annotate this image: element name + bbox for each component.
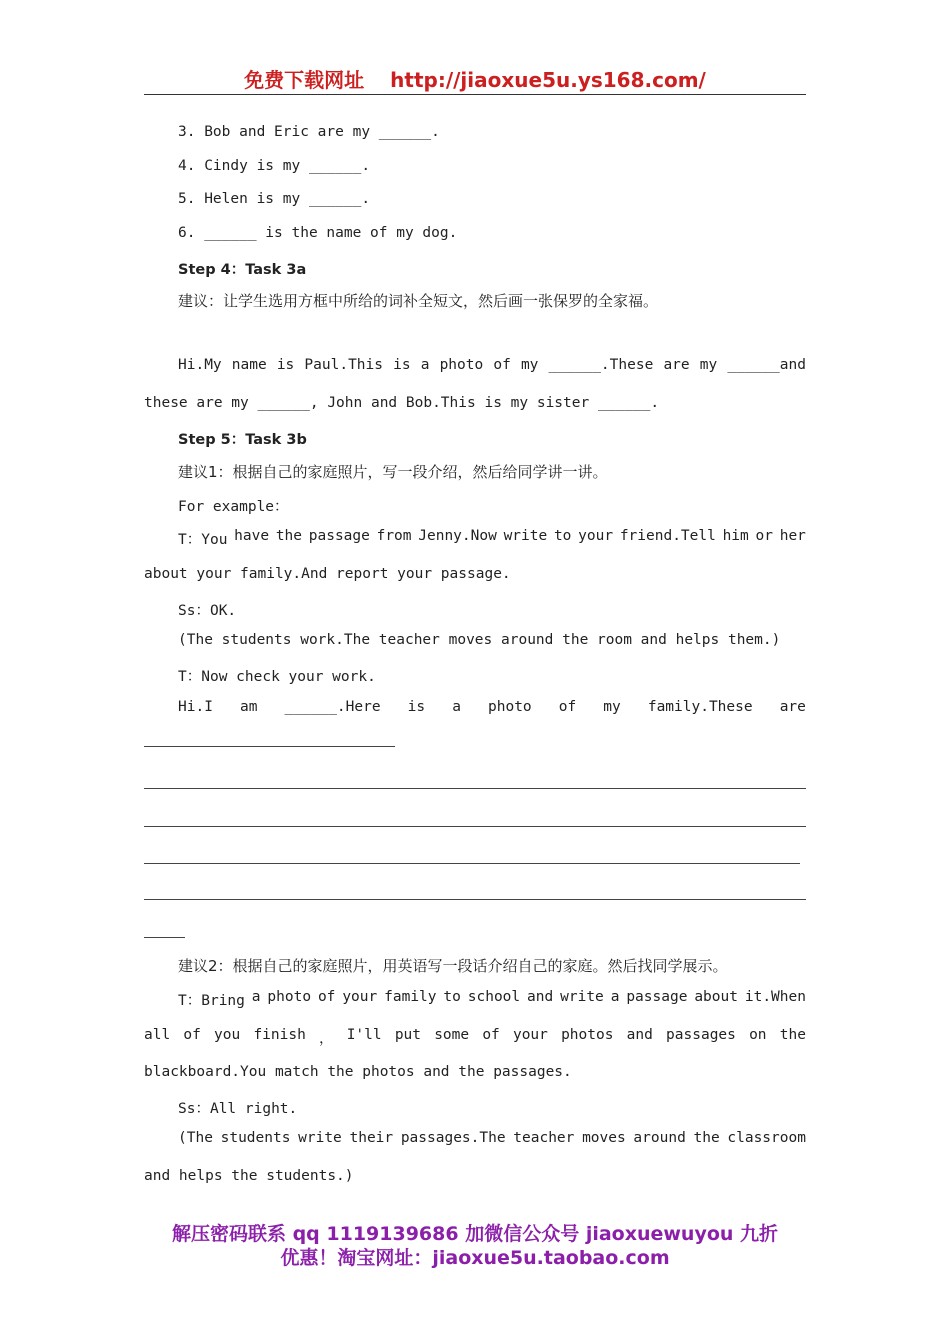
- word: write: [560, 989, 604, 1005]
- step4-title: Step 4：Task 3a: [178, 262, 307, 278]
- word: photo: [439, 357, 484, 373]
- word: of: [558, 699, 577, 715]
- word: ______.These: [548, 357, 654, 373]
- word: is: [407, 699, 426, 715]
- writing-line-5: [144, 899, 806, 900]
- step4-passage-line2: these are my ______, John and Bob.This is my sister ______.: [144, 395, 660, 411]
- word: him: [722, 528, 749, 544]
- word: you: [214, 1027, 241, 1043]
- word: a: [452, 699, 461, 715]
- word: of: [317, 989, 336, 1005]
- word: on: [749, 1027, 767, 1043]
- word: write: [298, 1130, 342, 1146]
- word: the: [693, 1130, 720, 1146]
- word: it.When: [744, 989, 806, 1005]
- teacher2-line1: [178, 989, 806, 1010]
- writing-line-4: [144, 863, 800, 864]
- word: the: [275, 528, 303, 544]
- teacher2-line3: blackboard.You match the photos and the passages.: [144, 1064, 572, 1080]
- word: to: [553, 528, 572, 544]
- word: and: [527, 989, 554, 1005]
- word: put: [394, 1027, 422, 1043]
- step4-passage-line1: [178, 357, 806, 373]
- exercise-line-3: 3. Bob and Eric are my ______.: [178, 124, 440, 140]
- step4-suggestion: 建议：让学生选用方框中所给的词补全短文，然后画一张保罗的全家福。: [178, 292, 659, 310]
- exercise-line-4: 4. Cindy is my ______.: [178, 158, 371, 174]
- word: family: [384, 989, 437, 1005]
- word: my: [520, 357, 539, 373]
- word: finish: [253, 1027, 306, 1043]
- word: of: [183, 1027, 201, 1043]
- header-url[interactable]: http://jiaoxue5u.ys168.com/: [390, 68, 706, 92]
- word: to: [443, 989, 461, 1005]
- for-example: For example：: [178, 499, 289, 515]
- footer-line2: 优惠！淘宝网址：jiaoxue5u.taobao.com: [280, 1247, 670, 1269]
- word: around: [633, 1130, 686, 1146]
- students-work: (The students work.The teacher moves around the room and helps them.): [178, 632, 781, 648]
- writing-line-2: [144, 788, 806, 789]
- word: T：Bring: [178, 993, 245, 1009]
- step5-suggestion1: 建议1：根据自己的家庭照片，写一段介绍，然后给同学讲一讲。: [178, 463, 608, 481]
- word: have: [234, 528, 270, 544]
- writing-line-1: [144, 746, 395, 747]
- teacher2-line2: [144, 1027, 806, 1048]
- word: family.These: [647, 699, 753, 715]
- word: my: [603, 699, 621, 715]
- word: photo: [488, 699, 532, 715]
- students-write-line1: [178, 1130, 806, 1146]
- word: Paul.This: [304, 357, 383, 373]
- word: (The: [178, 1130, 213, 1146]
- check-work: T：Now check your work.: [178, 669, 376, 685]
- word: passages.The: [400, 1130, 506, 1146]
- exercise-line-6: 6. ______ is the name of my dog.: [178, 225, 458, 241]
- ss-all-right: Ss：All right.: [178, 1101, 298, 1117]
- writing-line-6: [144, 937, 185, 938]
- word: the: [779, 1027, 806, 1043]
- word: Jenny.Now: [418, 528, 497, 544]
- word: her: [779, 528, 806, 544]
- word: are: [663, 357, 690, 373]
- word: moves: [582, 1130, 626, 1146]
- word: Hi.My: [178, 357, 222, 373]
- footer-line1: 解压密码联系 qq 1119139686 加微信公众号 jiaoxuewuyou 九折: [171, 1223, 779, 1245]
- word: your: [342, 989, 378, 1005]
- word: passage: [626, 989, 688, 1005]
- word: ______.Here: [284, 699, 381, 715]
- word: passages: [666, 1027, 736, 1043]
- hi-line: [178, 699, 806, 715]
- word: students: [220, 1130, 291, 1146]
- word: am: [240, 699, 258, 715]
- word: passage: [308, 528, 370, 544]
- ss-ok: Ss：OK.: [178, 603, 237, 619]
- word: school: [467, 989, 521, 1005]
- word: a: [420, 357, 430, 373]
- word: teacher: [513, 1130, 575, 1146]
- word: a: [251, 989, 261, 1005]
- header-title: 免费下载网址: [244, 68, 365, 92]
- word: classroom: [727, 1130, 806, 1146]
- students-write-line2: and helps the students.): [144, 1168, 354, 1184]
- word: all: [144, 1027, 171, 1043]
- exercise-line-5: 5. Helen is my ______.: [178, 191, 371, 207]
- word: of: [482, 1027, 500, 1043]
- word: is: [276, 357, 295, 373]
- word: your: [578, 528, 614, 544]
- word: your: [512, 1027, 548, 1043]
- step5-suggestion2: 建议2：根据自己的家庭照片，用英语写一段话介绍自己的家庭。然后找同学展示。: [178, 957, 728, 975]
- word: and: [626, 1027, 653, 1043]
- word: or: [755, 528, 773, 544]
- word: their: [349, 1130, 394, 1146]
- word: T：You: [178, 532, 228, 548]
- word: a: [610, 989, 620, 1005]
- teacher-line1: [178, 528, 806, 549]
- word: my: [699, 357, 718, 373]
- word: photo: [267, 989, 312, 1005]
- word: some: [434, 1027, 470, 1043]
- word: photos: [561, 1027, 614, 1043]
- word: about: [694, 989, 738, 1005]
- word: is: [393, 357, 411, 373]
- word: name: [231, 357, 267, 373]
- teacher-line2: about your family.And report your passage.: [144, 566, 511, 582]
- word: from: [376, 528, 412, 544]
- word: ，: [319, 1031, 334, 1047]
- word: of: [493, 357, 511, 373]
- page-header: [144, 66, 806, 95]
- word: write: [503, 528, 548, 544]
- step5-title: Step 5：Task 3b: [178, 432, 307, 448]
- word: friend.Tell: [619, 528, 716, 544]
- word: are: [779, 699, 806, 715]
- word: Hi.I: [178, 699, 213, 715]
- word: I'll: [346, 1027, 382, 1043]
- writing-line-3: [144, 826, 806, 827]
- word: ______and: [727, 357, 806, 373]
